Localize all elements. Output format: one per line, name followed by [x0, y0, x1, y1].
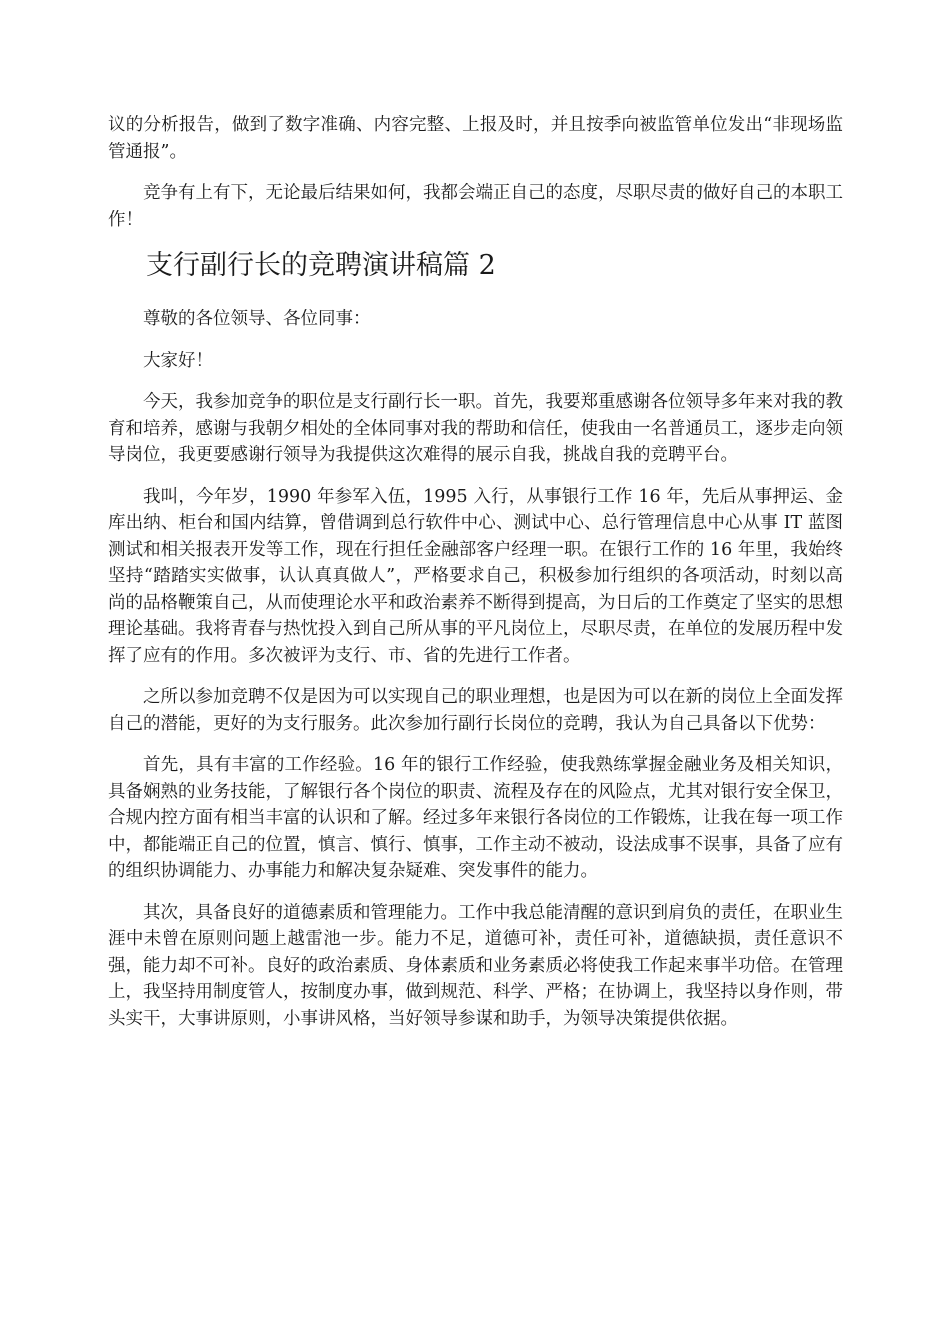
paragraph-experience: 首先，具有丰富的工作经验。16 年的银行工作经验，使我熟练掌握金融业务及相关知识，具备娴熟的业务技能，了解银行各个岗位的职责、流程及存在的风险点，尤其对银行安全保卫，合规内控方面有相当丰富的认识和了解。经过多年来银行各岗位的工作锻炼，让我在每一项工作中，都能端正自己的位置，慎言、慎行、慎事，工作主动不被动，设法成事不误事，具备了应有的组织协调能力、办事能力和解决复杂疑难、突发事件的能力。 — [108, 755, 843, 881]
hello: 大家好！ — [143, 350, 213, 371]
paragraph-motivation: 之所以参加竞聘不仅是因为可以实现自己的职业理想，也是因为可以在新的岗位上全面发挥自己的潜能，更好的为支行服务。此次参加行副行长岗位的竞聘，我认为自己具备以下优势： — [108, 687, 843, 734]
paragraph-closing: 竞争有上有下，无论最后结果如何，我都会端正自己的态度，尽职尽责的做好自己的本职工作！ — [108, 183, 843, 230]
document-page — [108, 112, 843, 1047]
paragraph-ethics: 其次，具备良好的道德素质和管理能力。工作中我总能清醒的意识到肩负的责任，在职业生涯中未曾在原则问题上越雷池一步。能力不足，道德可补，责任可补，道德缺损，责任意识不强，能力却不可补。良好的政治素质、身体素质和业务素质必将使我工作起来事半功倍。在管理上，我坚持用制度管人，按制度办事，做到规范、科学、严格；在协调上，我坚持以身作则，带头实干，大事讲原则，小事讲风格，当好领导参谋和助手，为领导决策提供依据。 — [108, 902, 843, 1029]
greeting: 尊敬的各位领导、各位同事： — [143, 309, 371, 329]
paragraph-background: 我叫，今年岁，1990 年参军入伍，1995 入行，从事银行工作 16 年，先后从事押运、金库出纳、柜台和国内结算，曾借调到总行软件中心、测试中心、总行管理信息中心从事 IT 蓝图测试和相关报表开发等工作，现在行担任金融部客户经理一职。在银行工作的 16 年里，我始终坚持“踏踏实实做事，认认真真做人”，严格要求自己，积极参加行组织的各项活动，时刻以高尚的品格鞭策自己，从而使理论水平和政治素养不断得到提高，为日后的工作奠定了坚实的思想理论基础。我将青春与热忱投入到自己所从事的平凡岗位上，尽职尽责，在单位的发展历程中发挥了应有的作用。多次被评为支行、市、省的先进行工作者。 — [108, 486, 843, 666]
paragraph-intro: 今天，我参加竞争的职位是支行副行长一职。首先，我要郑重感谢各位领导多年来对我的教育和培养，感谢与我朝夕相处的全体同事对我的帮助和信任，使我由一名普通员工，逐步走向领导岗位，我更要感谢行领导为我提供这次难得的展示自我，挑战自我的竞聘平台。 — [108, 392, 843, 465]
section-title: 支行副行长的竞聘演讲稿篇 2 — [146, 250, 496, 281]
paragraph-continued: 议的分析报告，做到了数字准确、内容完整、上报及时，并且按季向被监管单位发出“非现场监管通报”。 — [108, 115, 843, 162]
